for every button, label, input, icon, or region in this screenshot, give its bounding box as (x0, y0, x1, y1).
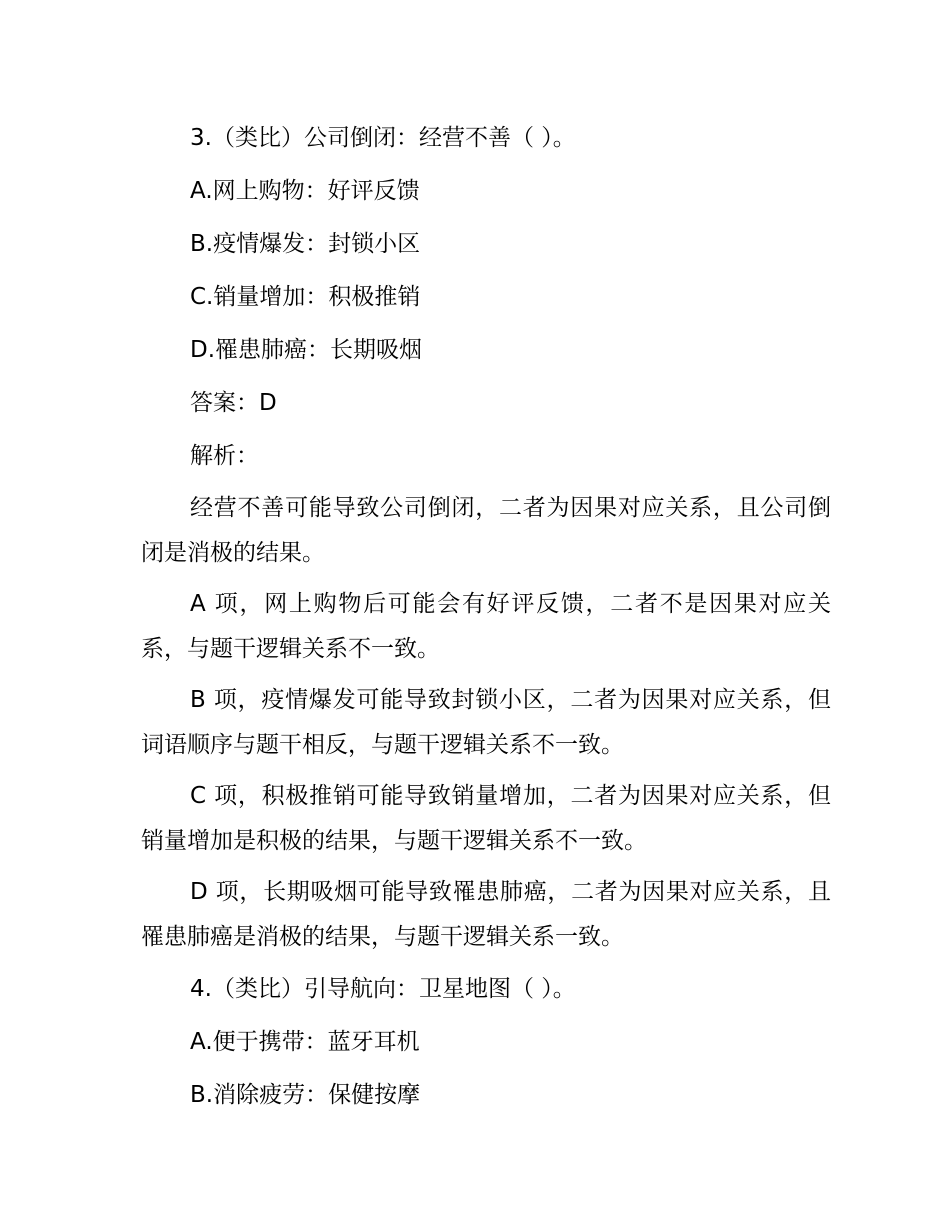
analysis-paragraph-c: C 项，积极推销可能导致销量增加，二者为因果对应关系，但销量增加是积极的结果，与题干逻辑关系不一致。 (141, 783, 831, 854)
question-3-option-c: C.销量增加：积极推销 (190, 284, 421, 310)
question-3-option-b: B.疫情爆发：封锁小区 (190, 231, 421, 257)
question-4-option-a: A.便于携带：蓝牙耳机 (190, 1029, 420, 1055)
question-3-option-d: D.罹患肺癌：长期吸烟 (190, 337, 423, 363)
question-3-answer: 答案：D (190, 390, 277, 416)
question-3-option-a: A.网上购物：好评反馈 (190, 178, 420, 204)
question-4-option-b: B.消除疲劳：保健按摩 (190, 1082, 421, 1108)
analysis-paragraph-b: B 项，疫情爆发可能导致封锁小区，二者为因果对应关系，但词语顺序与题干相反，与题干逻辑关系不一致。 (141, 687, 831, 758)
question-4-stem: 4.（类比）引导航向：卫星地图（ ）。 (190, 976, 576, 1002)
analysis-paragraph-summary: 经营不善可能导致公司倒闭，二者为因果对应关系，且公司倒闭是消极的结果。 (141, 495, 831, 566)
analysis-paragraph-a: A 项，网上购物后可能会有好评反馈，二者不是因果对应关系，与题干逻辑关系不一致。 (141, 591, 831, 662)
question-3-analysis-label: 解析： (190, 443, 259, 469)
analysis-paragraph-d: D 项，长期吸烟可能导致罹患肺癌，二者为因果对应关系，且罹患肺癌是消极的结果，与题干逻辑关系一致。 (141, 879, 831, 950)
question-3-stem: 3.（类比）公司倒闭：经营不善（ ）。 (190, 125, 576, 151)
